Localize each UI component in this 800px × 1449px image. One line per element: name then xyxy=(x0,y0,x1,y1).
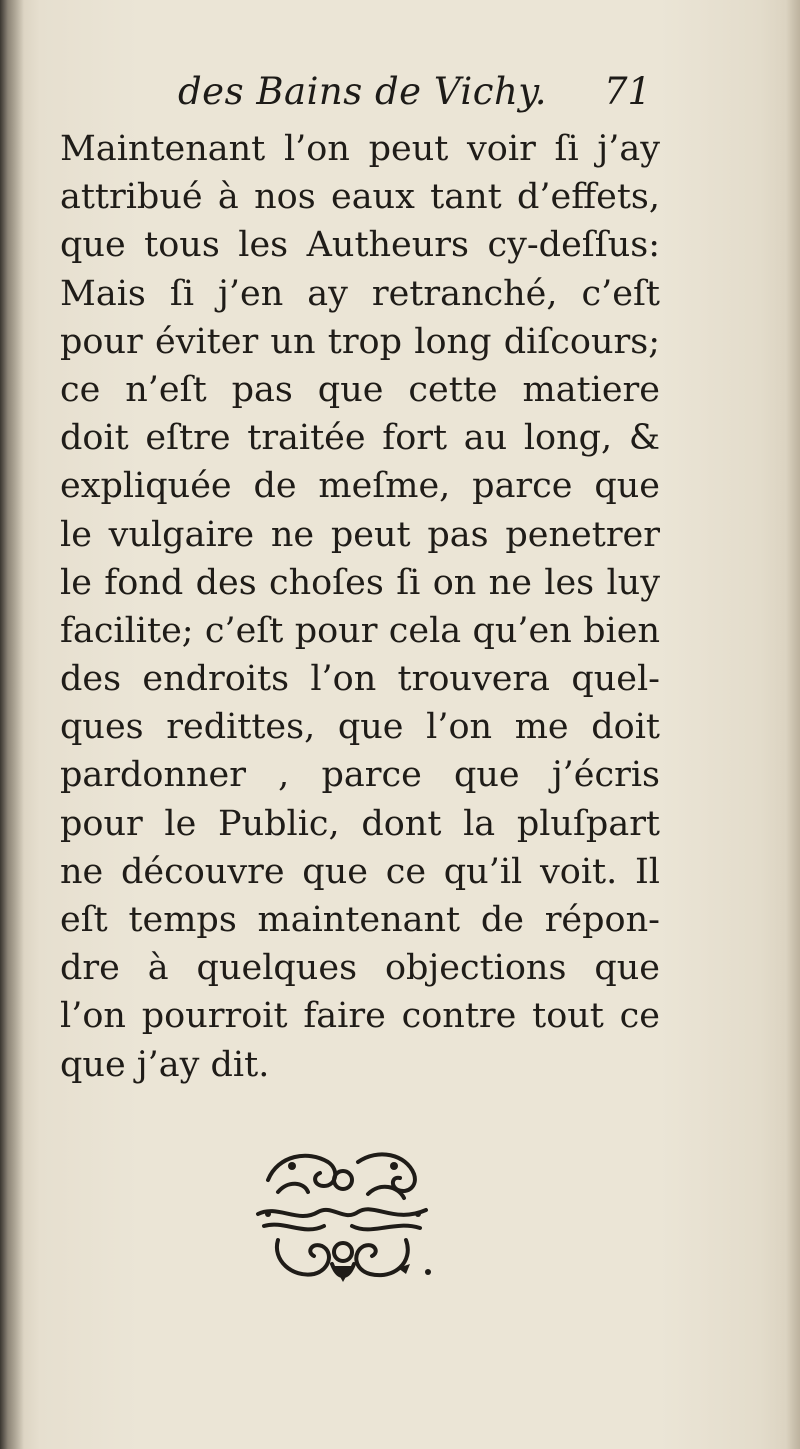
text-line: attribué à nos eaux tant d’effets, xyxy=(60,177,660,218)
text-line: l’on pourroit faire contre tout ce xyxy=(60,996,660,1037)
text-line: que tous les Autheurs cy-deſſus: xyxy=(60,225,660,266)
text-line: le vulgaire ne peut pas penetrer xyxy=(60,514,660,555)
fleuron-ornament-icon xyxy=(248,1140,438,1290)
text-line: ne découvre que ce qu’il voit. Il xyxy=(60,851,660,892)
text-line: le fond des choſes ſi on ne les luy xyxy=(60,562,660,603)
page-number: 71 xyxy=(604,70,652,113)
text-line: pour éviter un trop long diſcours; xyxy=(60,321,660,362)
text-line: expliquée de meſme, parce que xyxy=(60,466,660,507)
page-edge-shadow xyxy=(786,0,800,1449)
text-line: doit eſtre traitée fort au long, & xyxy=(60,418,660,459)
text-line: des endroits l’on trouvera quel- xyxy=(60,659,660,700)
text-line: pardonner , parce que j’écris xyxy=(60,755,660,796)
running-head xyxy=(0,70,800,130)
body-text xyxy=(60,125,660,1089)
text-line: facilite; c’eſt pour cela qu’en bien xyxy=(60,610,660,651)
binding-gutter-shadow xyxy=(0,0,24,1449)
text-line: que j’ay dit. xyxy=(60,1044,270,1085)
text-line: ce n’eſt pas que cette matiere xyxy=(60,369,660,410)
text-line: pour le Public, dont la pluſpart xyxy=(60,803,660,844)
text-line: Maintenant l’on peut voir ſi j’ay xyxy=(60,129,660,169)
text-line: ques redittes, que l’on me doit xyxy=(60,707,660,748)
text-line: eſt temps maintenant de répon- xyxy=(60,900,660,940)
running-title: des Bains de Vichy. xyxy=(178,70,548,113)
text-line: dre à quelques objections que xyxy=(60,948,660,989)
text-line: Mais ſi j’en ay retranché, c’eſt xyxy=(60,273,660,314)
